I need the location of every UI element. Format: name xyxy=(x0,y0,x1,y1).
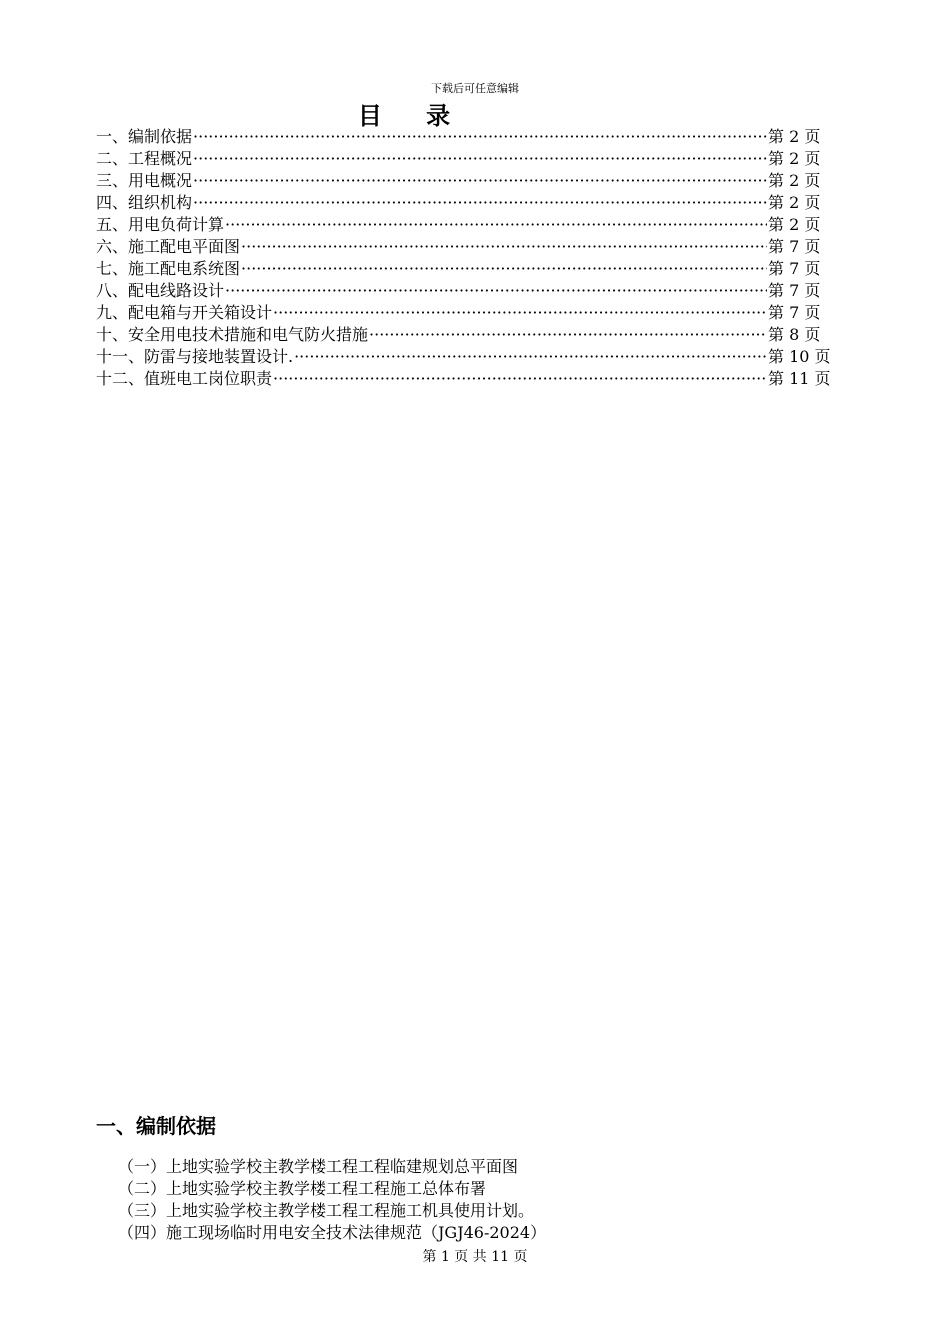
toc-entry-label: 二、工程概况 xyxy=(96,149,193,168)
toc-entry[interactable] xyxy=(96,170,832,192)
toc-leader xyxy=(273,368,767,390)
toc-leader xyxy=(193,126,767,148)
toc-entry[interactable] xyxy=(96,302,832,324)
toc-leader xyxy=(273,302,767,324)
toc-entry-label: 八、配电线路设计 xyxy=(96,281,225,300)
toc-entry[interactable] xyxy=(96,258,832,280)
toc-entry[interactable] xyxy=(96,346,832,368)
toc-entry-page: 第 7 页 xyxy=(768,259,821,278)
basis-list xyxy=(118,1156,546,1244)
basis-item: （四）施工现场临时用电安全技术法律规范（JGJ46-2024） xyxy=(118,1223,547,1242)
toc-entry-page: 第 11 页 xyxy=(768,369,831,388)
toc-entry[interactable] xyxy=(96,148,832,170)
toc-entry-page: 第 2 页 xyxy=(768,127,821,146)
toc-entry[interactable] xyxy=(96,236,832,258)
toc-entry[interactable] xyxy=(96,192,832,214)
toc-title: 目 录 xyxy=(357,102,469,130)
toc-entry-label: 一、编制依据 xyxy=(96,127,193,146)
toc-leader xyxy=(241,236,767,258)
toc-leader xyxy=(241,258,767,280)
toc-entry[interactable] xyxy=(96,280,832,302)
toc-entry[interactable] xyxy=(96,126,832,148)
toc-entry-label: 十二、值班电工岗位职责 xyxy=(96,369,273,388)
toc-entry-page: 第 10 页 xyxy=(768,347,831,366)
toc-leader xyxy=(369,324,767,346)
toc-leader xyxy=(193,192,767,214)
toc-entry-label: 四、组织机构 xyxy=(96,193,193,212)
toc-entry-label: 七、施工配电系统图 xyxy=(96,259,241,278)
basis-item: （二）上地实验学校主教学楼工程工程施工总体布署 xyxy=(118,1179,487,1198)
toc-leader xyxy=(225,280,767,302)
toc-leader xyxy=(193,170,767,192)
toc-leader xyxy=(294,346,767,368)
toc-entry[interactable] xyxy=(96,214,832,236)
toc-entry-page: 第 7 页 xyxy=(768,237,821,256)
table-of-contents xyxy=(96,126,832,390)
toc-entry-label: 六、施工配电平面图 xyxy=(96,237,241,256)
basis-item: （一）上地实验学校主教学楼工程工程临建规划总平面图 xyxy=(118,1157,519,1176)
toc-entry-label: 九、配电箱与开关箱设计 xyxy=(96,303,273,322)
toc-entry-page: 第 7 页 xyxy=(768,281,821,300)
toc-leader xyxy=(193,148,767,170)
toc-entry-label: 十、安全用电技术措施和电气防火措施 xyxy=(96,325,369,344)
toc-entry-page: 第 2 页 xyxy=(768,171,821,190)
toc-entry-label: 三、用电概况 xyxy=(96,171,193,190)
toc-entry-page: 第 7 页 xyxy=(768,303,821,322)
toc-entry-page: 第 8 页 xyxy=(768,325,821,344)
page-footer: 第 1 页 共 11 页 xyxy=(422,1249,528,1265)
basis-item: （三）上地实验学校主教学楼工程工程施工机具使用计划。 xyxy=(118,1201,535,1220)
toc-entry-page: 第 2 页 xyxy=(768,193,821,212)
toc-entry[interactable] xyxy=(96,368,832,390)
header-note: 下载后可任意编辑 xyxy=(431,82,519,95)
toc-entry-label: 十一、防雷与接地装置设计. xyxy=(96,347,294,366)
toc-leader xyxy=(225,214,767,236)
toc-entry-label: 五、用电负荷计算 xyxy=(96,215,225,234)
toc-entry-page: 第 2 页 xyxy=(768,215,821,234)
toc-entry[interactable] xyxy=(96,324,832,346)
toc-entry-page: 第 2 页 xyxy=(768,149,821,168)
section-heading: 一、编制依据 xyxy=(96,1114,216,1138)
